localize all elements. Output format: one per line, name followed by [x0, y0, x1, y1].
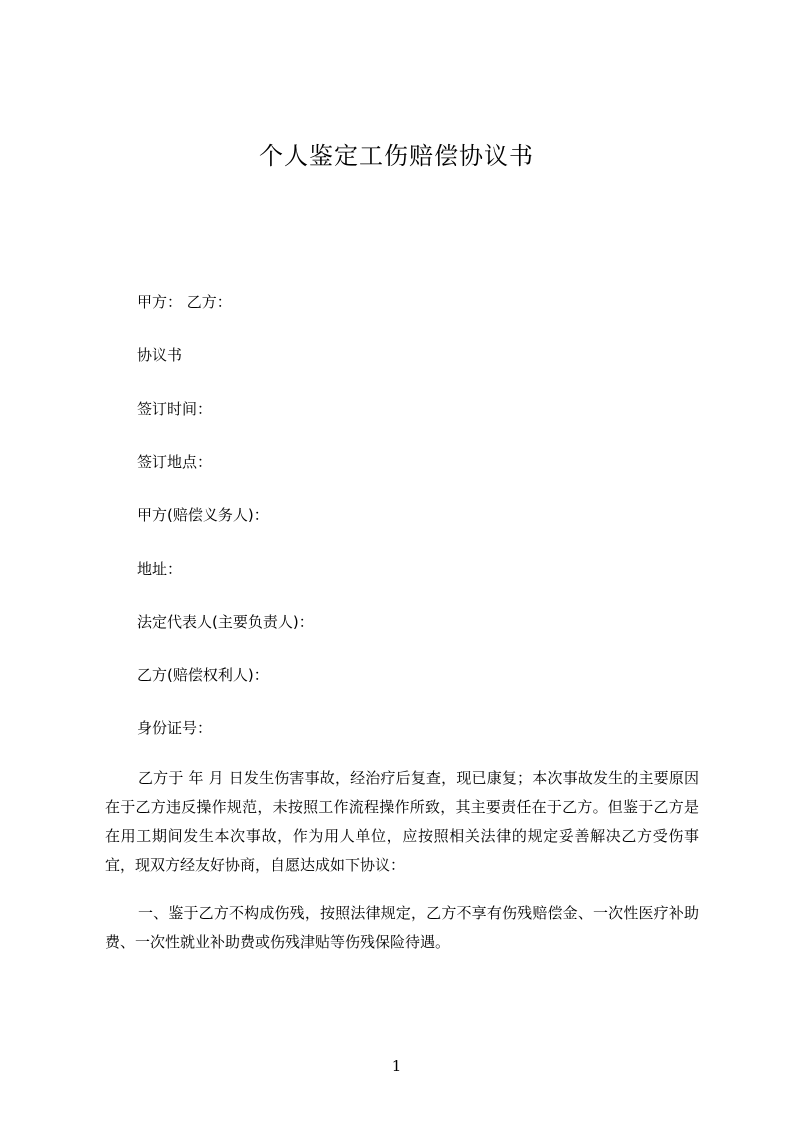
- legal-representative-field: 法定代表人(主要负责人)：: [137, 613, 314, 631]
- signing-time-field: 签订时间：: [137, 400, 213, 418]
- signing-place-field: 签订地点：: [137, 453, 213, 471]
- page-number: 1: [391, 1057, 402, 1075]
- agreement-label: 协议书: [137, 346, 183, 364]
- party-header-line: 甲方： 乙方：: [137, 293, 232, 311]
- address-field: 地址：: [137, 560, 183, 578]
- party-a-field: 甲方(赔偿义务人)：: [137, 506, 269, 524]
- document-title: 个人鉴定工伤赔偿协议书: [259, 142, 534, 170]
- clause-one-paragraph: 一、鉴于乙方不构成伤残，按照法律规定，乙方不享有伤残赔偿金、一次性医疗补助费、一次性就业补助费或伤残津贴等伤残保险待遇。: [105, 904, 699, 951]
- id-number-field: 身份证号：: [137, 719, 213, 737]
- accident-description-paragraph: 乙方于 年 月 日发生伤害事故，经治疗后复查，现已康复；本次事故发生的主要原因在于乙方违反操作规范，未按照工作流程操作所致，其主要责任在于乙方。但鉴于乙方是在用工期间发生本次事故，作为用人单位，应按照相关法律的规定妥善解决乙方受伤事宜，现双方经友好协商，自愿达成如下协议：: [105, 769, 699, 874]
- party-b-field: 乙方(赔偿权利人)：: [137, 666, 269, 684]
